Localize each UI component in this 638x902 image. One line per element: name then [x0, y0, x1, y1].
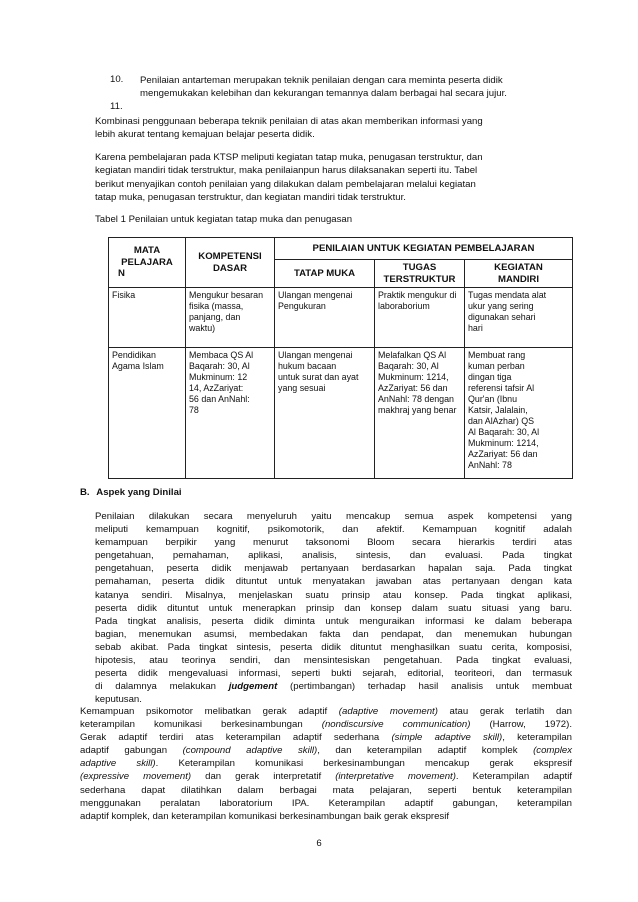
text-line: katanya sendiri. Misalnya, menjelaskan suatu prinsip atau konsep. Pada tingkat aplikasi, — [95, 589, 572, 601]
cell-tugas: Melafalkan QS Al Baqarah: 30, Al Mukminum: 1214, AzZariyat: 56 dan AnNahl: 78 dengan makhraj yang benar — [375, 348, 465, 479]
paragraph-aspek-kognitif — [95, 510, 572, 706]
table-row — [109, 288, 573, 348]
header-mata-pelajaran: MATA PELAJARA N — [109, 238, 186, 288]
section-heading — [80, 487, 182, 498]
header-kompetensi-dasar: KOMPETENSI DASAR — [186, 238, 275, 288]
text-line: Kemampuan psikomotor melibatkan gerak adaptif (adaptive movement) atau gerak terlatih dan — [80, 706, 572, 717]
paragraph-combination: Kombinasi penggunaan beberapa teknik penilaian di atas akan memberikan informasi yang lebih akurat tentang kemajuan belajar peserta didik. — [95, 116, 483, 141]
section-letter: B. — [80, 487, 90, 498]
cell-tatap-muka: Ulangan mengenai Pengukuran — [275, 288, 375, 348]
cell-mata: Pendidikan Agama Islam — [109, 348, 186, 479]
cell-kompetensi: Mengukur besaran fisika (massa, panjang, dan waktu) — [186, 288, 275, 348]
table-row — [109, 348, 573, 479]
text-line: meliputi kemampuan kognitif, psikomotorik, dan afektif. Kemampuan kognitif adalah — [95, 524, 572, 536]
text-line: menggunakan peralatan laboratorium IPA. Keterampilan adaptif gabungan, keterampilan — [80, 797, 572, 809]
cell-tugas: Praktik mengukur di laboraborium — [375, 288, 465, 348]
list-number: 10. — [110, 74, 124, 85]
text-line: pemahaman, peserta didik dituntut untuk menyatakan jawaban atas pertanyaan dengan kata — [95, 576, 572, 588]
paragraph-psikomotor — [80, 705, 572, 823]
header-penilaian-group: PENILAIAN UNTUK KEGIATAN PEMBELAJARAN — [275, 238, 573, 260]
text-line: sebab akibat. Pada tingkat sintesis, peserta didik dituntut menghasilkan suatu cerita, komposisi, — [95, 641, 572, 653]
text-line: adaptif komplek, dan keterampilan komunikasi berkesinambungan baik gerak ekspresif — [80, 810, 450, 822]
assessment-table — [108, 237, 573, 479]
header-tatap-muka: TATAP MUKA — [275, 260, 375, 288]
text-line: kemampuan berpikir yang menurut taksonomi Bloom secara hierarkis terdiri atas — [95, 537, 572, 549]
header-tugas-terstruktur: TUGAS TERSTRUKTUR — [375, 260, 465, 288]
text-line: keterampilan komunikasi berkesinambungan (nondiscursive communication) (Harrow, 1972). — [80, 719, 573, 731]
text-line: peserta didik dituntut untuk menerapkan prinsip dan konsep dalam suatu situasi yang baru. — [95, 602, 572, 614]
text-line: sederhana dapat dilatihkan dalam berbagai mata pelajaran, seperti bentuk keterampilan — [80, 784, 572, 796]
cell-kompetensi: Membaca QS Al Baqarah: 30, Al Mukminum: 12 14, AzZariyat: 56 dan AnNahl: 78 — [186, 348, 275, 479]
text-line: hipotesis, atau teorinya sendiri, dan mensintesiskan pengetahuan. Pada tingkat evaluasi, — [95, 655, 572, 667]
section-title: Aspek yang Dinilai — [96, 487, 182, 498]
cell-mandiri: Membuat rang kuman perban dingan tiga referensi tafsir Al Qur'an (Ibnu Katsir, Jalalain, dan AlAzhar) QS Al Baqarah: 30, Al Mukminum: 1214, AzZariyat: 56 dan AnNahl: 78 — [465, 348, 573, 479]
list-number: 11. — [110, 101, 123, 112]
list-item-10 — [110, 74, 572, 102]
text-line: keputusan. — [95, 694, 142, 706]
page-number: 6 — [316, 838, 322, 849]
text-line: Gerak adaptif terdiri atas keterampilan adaptif sederhana (simple adaptive skill), keterampilan — [80, 732, 572, 744]
text-line: pengetahuan, pemahaman, aplikasi, analisis, sintesis, dan evaluasi. Pada tingkat — [95, 550, 572, 562]
text-line: (expressive movement) dan gerak interpretatif (interpretative movement). Keterampilan adaptif — [80, 771, 572, 783]
list-item-11 — [110, 101, 572, 115]
text-line: di dalamnya melakukan judgement (pertimbangan) terhadap hasil analisis untuk membuat — [95, 681, 572, 693]
cell-tatap-muka: Ulangan mengenai hukum bacaan untuk surat dan ayat yang sesuai — [275, 348, 375, 479]
cell-mandiri: Tugas mendata alat ukur yang sering digunakan sehari hari — [465, 288, 573, 348]
table-caption: Tabel 1 Penilaian untuk kegiatan tatap muka dan penugasan — [95, 214, 353, 225]
text-line: peserta didik mengevaluasi informasi, seperti bukti sejarah, editorial, teoriteori, dan termasuk — [95, 668, 572, 680]
text-line: bagian, menemukan asumsi, membedakan fakta dan pendapat, dan menemukan hubungan — [95, 628, 572, 640]
text-line: adaptif gabungan (compound adaptive skill), dan keterampilan adaptif komplek (complex — [80, 745, 573, 757]
paragraph-ktsp: Karena pembelajaran pada KTSP meliputi kegiatan tatap muka, penugasan terstruktur, dan kegiatan mandiri tidak terstruktur, maka penilaianpun harus dilaksanakan seperti itu. Tabel berikut menyajikan contoh penilaian yang dilakukan dalam pembelajaran melalui kegiatan tatap muka, penugasan terstruktur, dan kegiatan mandiri tidak terstruktur. — [95, 152, 483, 204]
text-line: Penilaian dilakukan secara menyeluruh yaitu mencakup semua aspek kompetensi yang — [95, 511, 572, 522]
text-line: pengetahuan, peserta didik menjawab pertanyaan berdasarkan hapalan saja. Pada tingkat — [95, 563, 572, 575]
text-line: Pada tingkat analisis, peserta didik diminta untuk menguraikan informasi ke dalam beberapa — [95, 615, 572, 627]
header-kegiatan-mandiri: KEGIATAN MANDIRI — [465, 260, 573, 288]
text-line: adaptive skill). Keterampilan komunikasi berkesinambungan mencakup gerak ekspresif — [80, 758, 572, 770]
cell-mata: Fisika — [109, 288, 186, 348]
list-item-text: Penilaian antarteman merupakan teknik penilaian dengan cara meminta peserta didik mengemukakan kelebihan dan kekurangan temannya dalam berbagai hal secara jujur. — [140, 75, 507, 100]
